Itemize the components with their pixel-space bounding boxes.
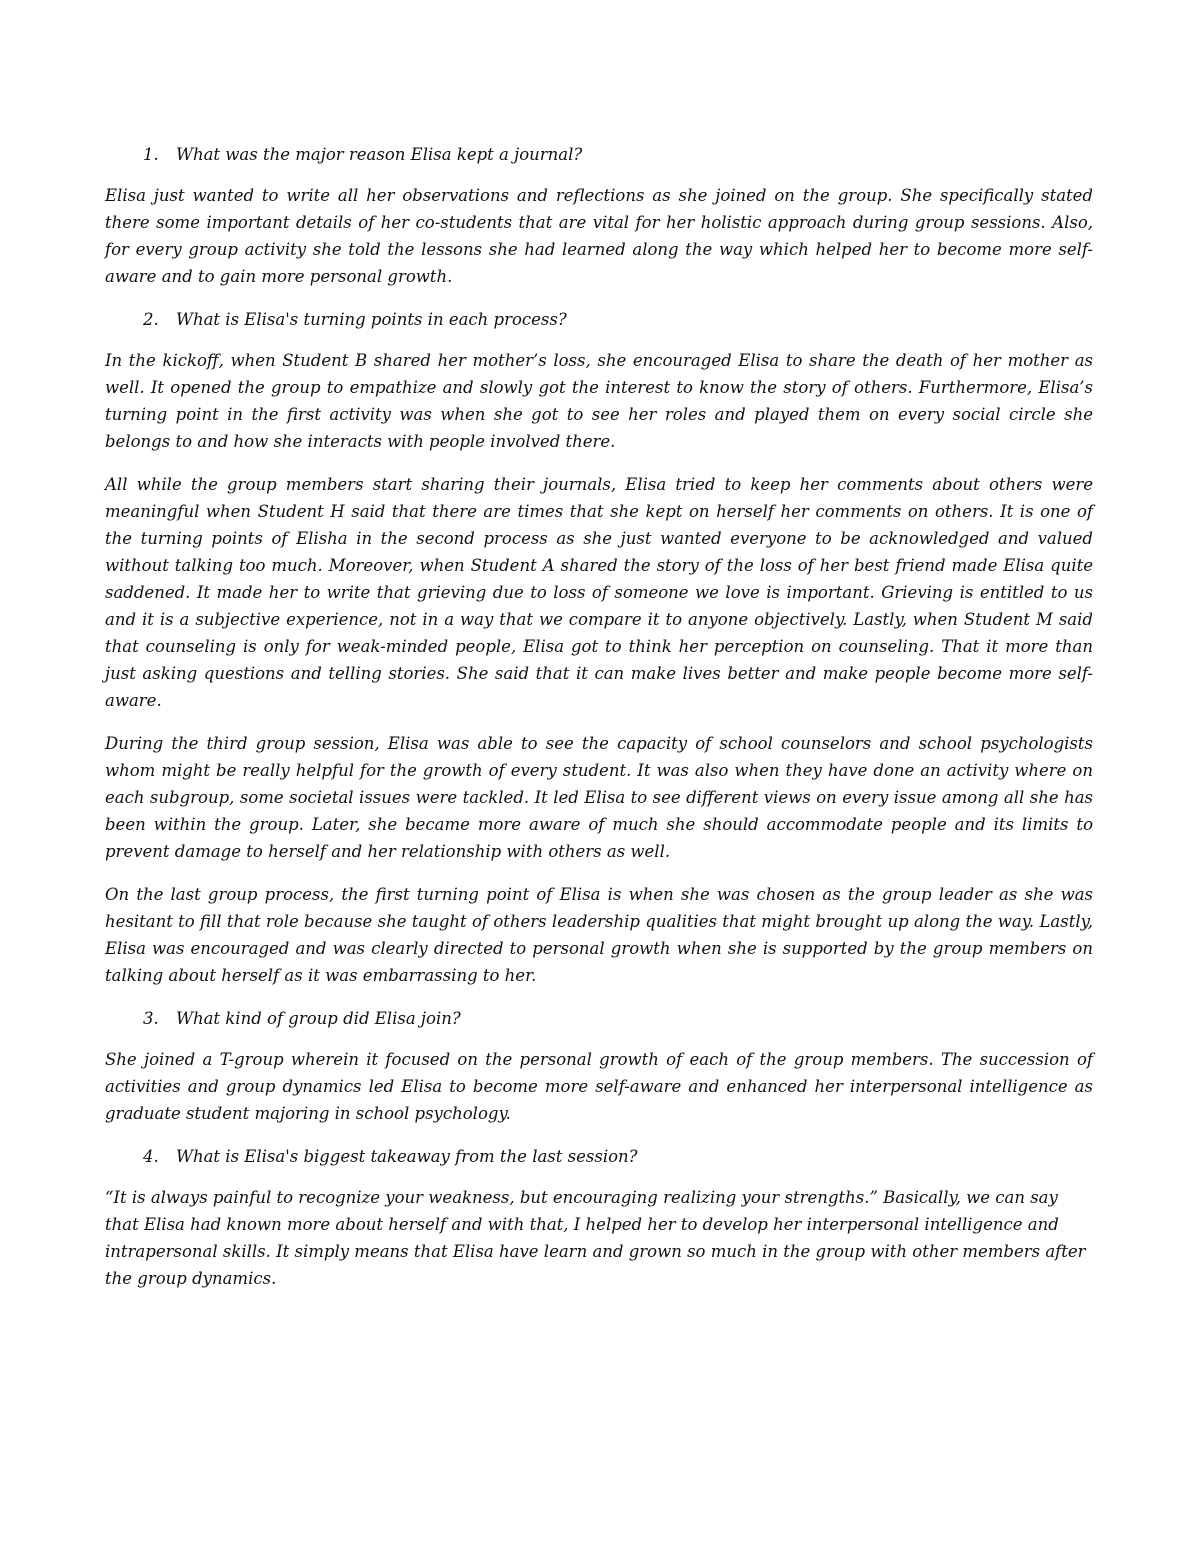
question-number: 1. <box>143 145 159 164</box>
answer-paragraph: She joined a T-group wherein it focused on the personal growth of each of the group members. The succession of activities and group dynamics led Elisa to become more self-aware and enhanced her interpersonal intelligence as graduate student majoring in school psychology. <box>105 1050 1093 1123</box>
answer-paragraph: “It is always painful to recognize your weakness, but encouraging realizing your strengths.” Basically, we can say that Elisa had known more about herself and with that, I helped her to develop her interpersonal intelligence and intrapersonal skills. It simply means that Elisa have learn and grown so much in the group with other members after the group dynamics. <box>105 1188 1086 1288</box>
answer-paragraph: All while the group members start sharing their journals, Elisa tried to keep her comments about others were meaningful when Student H said that there are times that she kept on herself her comments on others. It is one of the turning points of Elisha in the second process as she just wanted everyone to be acknowledged and valued without talking too much. Moreover, when Student A shared the story of the loss of her best friend made Elisa quite saddened. It made her to write that grieving due to loss of someone we love is important. Grieving is entitled to us and it is a subjective experience, not in a way that we compare it to anyone objectively. Lastly, when Student M said that counseling is only for weak-minded people, Elisa got to think her perception on counseling. That it more than just asking questions and telling stories. She said that it can make lives better and make people become more self-aware. <box>105 475 1093 710</box>
answer-paragraph: Elisa just wanted to write all her observations and reflections as she joined on the group. She specifically stated there some important details of her co-students that are vital for her holistic approach during group sessions. Also, for every group activity she told the lessons she had learned along the way which helped her to become more self-aware and to gain more personal growth. <box>105 186 1093 286</box>
question-4 <box>105 1143 1093 1170</box>
question-number: 4. <box>143 1147 159 1166</box>
answer-paragraph: During the third group session, Elisa was able to see the capacity of school counselors and school psychologists whom might be really helpful for the growth of every student. It was also when they have done an activity where on each subgroup, some societal issues were tackled. It led Elisa to see different views on every issue among all she has been within the group. Later, she became more aware of much she should accommodate people and its limits to prevent damage to herself and her relationship with others as well. <box>105 734 1093 861</box>
question-text: What was the major reason Elisa kept a journal? <box>176 145 583 164</box>
question-1 <box>105 141 1093 168</box>
question-text: What is Elisa's turning points in each process? <box>176 310 567 329</box>
answer-paragraph: On the last group process, the first turning point of Elisa is when she was chosen as the group leader as she was hesitant to fill that role because she taught of others leadership qualities that might brought up along the way. Lastly, Elisa was encouraged and was clearly directed to personal growth when she is supported by the group members on talking about herself as it was embarrassing to her. <box>105 885 1093 985</box>
question-number: 3. <box>143 1009 159 1028</box>
question-number: 2. <box>143 310 159 329</box>
question-text: What kind of group did Elisa join? <box>176 1009 461 1028</box>
answer-paragraph: In the kickoff, when Student B shared her mother’s loss, she encouraged Elisa to share the death of her mother as well. It opened the group to empathize and slowly got the interest to know the story of others. Furthermore, Elisa’s turning point in the first activity was when she got to see her roles and played them on every social circle she belongs to and how she interacts with people involved there. <box>105 351 1093 451</box>
question-2 <box>105 306 1093 333</box>
document-page <box>105 141 1093 1308</box>
question-text: What is Elisa's biggest takeaway from the last session? <box>176 1147 638 1166</box>
question-3 <box>105 1005 1093 1032</box>
